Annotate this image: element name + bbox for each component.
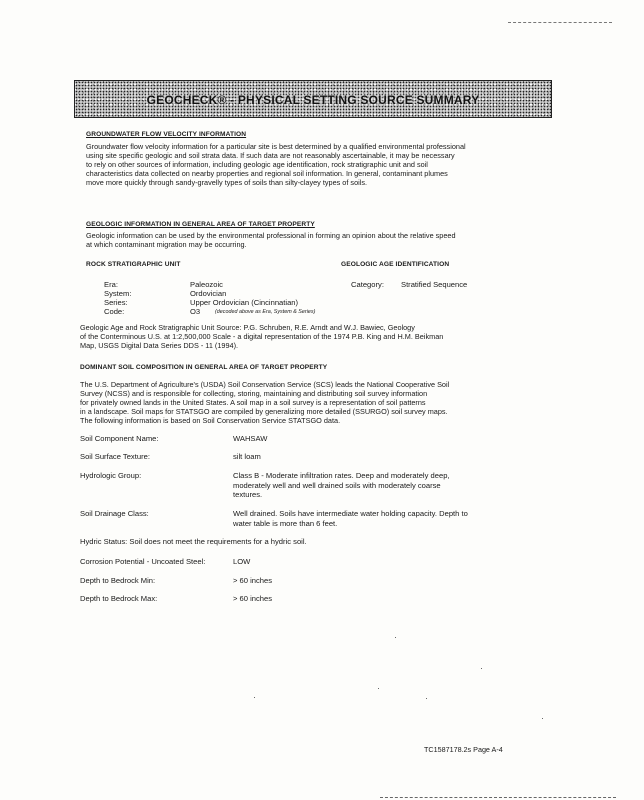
- soil-texture-value: silt loam: [233, 452, 261, 461]
- era-label: Era:: [104, 280, 118, 289]
- text-line: for privately owned lands in the United States. A soil map in a soil survey is a representation of soil patterns: [80, 398, 426, 407]
- soil-component-label: Soil Component Name:: [80, 434, 159, 443]
- page-title: GEOCHECK® - PHYSICAL SETTING SOURCE SUMMARY: [146, 93, 480, 107]
- text-line: Groundwater flow velocity information for a particular site is best determined by a qualified environmental professional: [86, 142, 466, 151]
- text-line: move more quickly through sandy-gravelly types of soils than silty-clayey types of soils.: [86, 178, 368, 187]
- rock-stratigraphic-heading: ROCK STRATIGRAPHIC UNIT: [86, 261, 181, 268]
- text-line: textures.: [233, 490, 263, 499]
- corrosion-value: LOW: [233, 557, 251, 566]
- text-line: water table is more than 6 feet.: [233, 518, 338, 528]
- groundwater-heading: GROUNDWATER FLOW VELOCITY INFORMATION: [86, 131, 247, 138]
- text-line: The U.S. Department of Agriculture's (USDA) Soil Conservation Service (SCS) leads the National Cooperative Soil: [80, 380, 450, 389]
- hydrologic-group-label: Hydrologic Group:: [80, 471, 142, 480]
- text-line: Map, USGS Digital Data Series DDS - 11 (1994).: [80, 341, 239, 350]
- scan-speck: [481, 668, 482, 669]
- soil-heading: DOMINANT SOIL COMPOSITION IN GENERAL AREA OF TARGET PROPERTY: [80, 364, 328, 371]
- geologic-source-paragraph: [80, 323, 566, 350]
- text-line: of the Conterminous U.S. at 1:2,500,000 Scale - a digital representation of the 1974 P.B. King and H.M. Beikman: [80, 332, 444, 341]
- page-reference: TC1587178.2s Page A-4: [424, 745, 503, 754]
- soil-drainage-value: [233, 509, 553, 528]
- depth-bedrock-min-value: > 60 inches: [233, 576, 273, 585]
- text-line: characteristics data collected on nearby properties and regional soil information. In general, contaminant plumes: [86, 169, 448, 178]
- system-value: Ordovician: [190, 289, 227, 298]
- top-scan-marks: [508, 22, 612, 25]
- category-value: Stratified Sequence: [401, 280, 468, 289]
- text-line: moderately well and well drained soils with moderately coarse: [233, 480, 441, 490]
- text-line: Geologic information can be used by the environmental professional in forming an opinion about the relative speed: [86, 231, 456, 240]
- text-line: using site specific geologic and soil strata data. If such data are not reasonably ascertainable, it may be necessary: [86, 151, 455, 160]
- text-line: in a landscape. Soil maps for STATSGO are compiled by generalizing more detailed (SSURGO) soil survey maps.: [80, 407, 448, 416]
- series-value: Upper Ordovician (Cincinnatian): [190, 298, 299, 307]
- series-label: Series:: [104, 298, 128, 307]
- depth-bedrock-max-label: Depth to Bedrock Max:: [80, 594, 158, 603]
- category-label: Category:: [351, 280, 384, 289]
- code-note: (decoded above as Era, System & Series): [215, 309, 316, 315]
- code-label: Code:: [104, 307, 125, 316]
- text-line: The following information is based on Soil Conservation Service STATSGO data.: [80, 416, 341, 425]
- groundwater-paragraph: [86, 142, 566, 187]
- depth-bedrock-min-label: Depth to Bedrock Min:: [80, 576, 156, 585]
- code-value: O3: [190, 307, 201, 316]
- text-line: Well drained. Soils have intermediate water holding capacity. Depth to: [233, 509, 468, 518]
- section-banner: [74, 80, 552, 118]
- scan-speck: [426, 698, 427, 699]
- geologic-age-heading: GEOLOGIC AGE IDENTIFICATION: [341, 261, 450, 268]
- geologic-paragraph: [86, 231, 566, 249]
- geologic-heading: GEOLOGIC INFORMATION IN GENERAL AREA OF TARGET PROPERTY: [86, 221, 315, 228]
- scan-speck: [378, 688, 379, 689]
- text-line: at which contaminant migration may be occurring.: [86, 240, 247, 249]
- system-label: System:: [104, 289, 132, 298]
- text-line: to rely on other sources of information, including geologic age identification, rock stratigraphic unit and soil: [86, 160, 428, 169]
- soil-component-value: WAHSAW: [233, 434, 268, 443]
- soil-drainage-label: Soil Drainage Class:: [80, 509, 149, 518]
- hydrologic-group-value: [233, 471, 533, 500]
- text-line: Geologic Age and Rock Stratigraphic Unit Source: P.G. Schruben, R.E. Arndt and W.J. Bawiec, Geology: [80, 323, 415, 332]
- scan-speck: [395, 637, 396, 638]
- text-line: Class B - Moderate infiltration rates. Deep and moderately deep,: [233, 471, 450, 480]
- text-line: Survey (NCSS) and is responsible for collecting, storing, maintaining and distributing soil survey information: [80, 389, 428, 398]
- soil-texture-label: Soil Surface Texture:: [80, 452, 150, 461]
- soil-paragraph: [80, 380, 566, 425]
- scan-speck: [542, 718, 543, 719]
- depth-bedrock-max-value: > 60 inches: [233, 594, 273, 603]
- era-value: Paleozoic: [190, 280, 223, 289]
- scan-speck: [254, 697, 255, 698]
- corrosion-label: Corrosion Potential - Uncoated Steel:: [80, 557, 206, 566]
- hydric-status: Hydric Status: Soil does not meet the requirements for a hydric soil.: [80, 537, 307, 546]
